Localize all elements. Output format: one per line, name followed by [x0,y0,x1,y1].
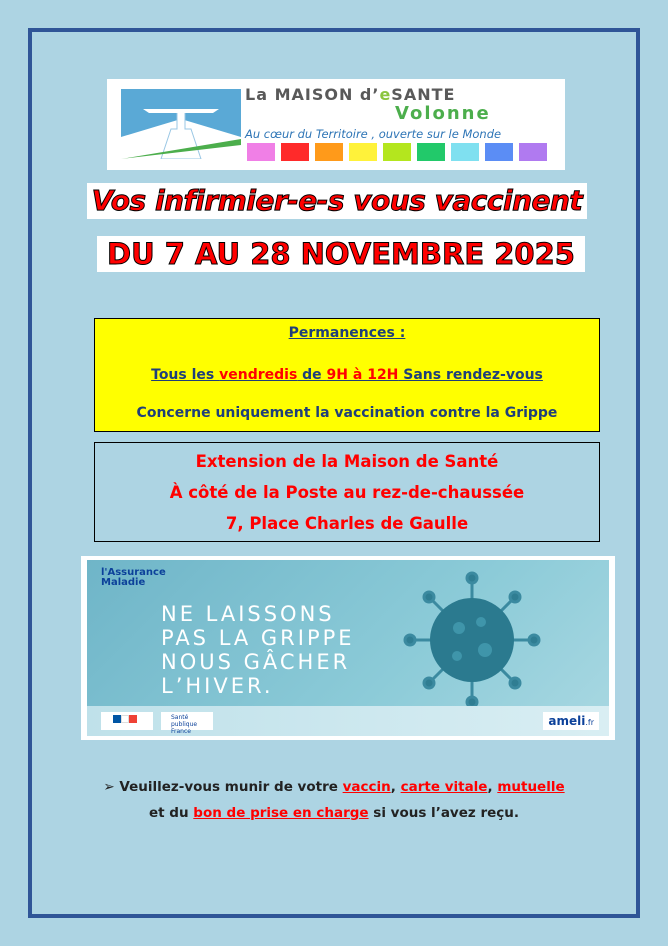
logo-tagline: Au cœur du Territoire , ouverte sur le Monde [245,127,502,141]
permanences-schedule: Tous les vendredis de 9H à 12H Sans rendez-vous [151,367,543,383]
color-swatch [485,143,513,161]
item-bon-prise-en-charge: bon de prise en charge [193,805,369,821]
sante-publique-logo: Santé publique France [161,712,213,730]
assurance-maladie-logo: l'Assurance Maladie [101,567,166,588]
headline-dates: DU 7 AU 28 NOVEMBRE 2025 [97,236,585,272]
address-line-1: Extension de la Maison de Santé [195,452,499,471]
color-swatch [451,143,479,161]
permanences-scope: Concerne uniquement la vaccination contre la Grippe [136,405,558,421]
permanences-box [94,318,600,432]
color-swatch [247,143,275,161]
address-line-2: À côté de la Poste au rez-de-chaussée [169,483,525,502]
address-line-3: 7, Place Charles de Gaulle [225,514,469,533]
address-box [94,442,600,542]
arrow-bullet-icon: ➢ [103,779,115,795]
schedule-hours: 9H à 12H [326,367,399,383]
maison-de-sante-logo [107,79,565,170]
banner-slogan: NE LAISSONS PAS LA GRIPPE NOUS GÂCHER L’HIVER. [161,602,355,698]
ameli-logo: ameli.fr [543,712,599,730]
item-mutuelle: mutuelle [497,779,565,795]
color-swatch [349,143,377,161]
building-icon [121,89,241,159]
color-swatches [247,143,547,161]
color-swatch [383,143,411,161]
color-swatch [315,143,343,161]
logo-city: Volonne [395,103,491,124]
reminder-line-2: et du bon de prise en charge si vous l’avez reçu. [149,805,519,821]
color-swatch [417,143,445,161]
republique-francaise-logo [101,712,153,730]
flu-campaign-banner [81,556,615,740]
reminder-line-1: ➢ Veuillez-vous munir de votre vaccin, carte vitale, mutuelle [103,779,565,795]
logo-title: La MAISON d’eSANTE [245,85,456,104]
item-vaccin: vaccin [342,779,391,795]
color-swatch [519,143,547,161]
headline-title: Vos infirmier-e-s vous vaccinent [87,183,587,219]
schedule-day: vendredis [219,367,298,383]
color-swatch [281,143,309,161]
item-carte-vitale: carte vitale [400,779,488,795]
virus-icon [397,570,547,710]
permanences-heading: Permanences : [288,325,406,341]
